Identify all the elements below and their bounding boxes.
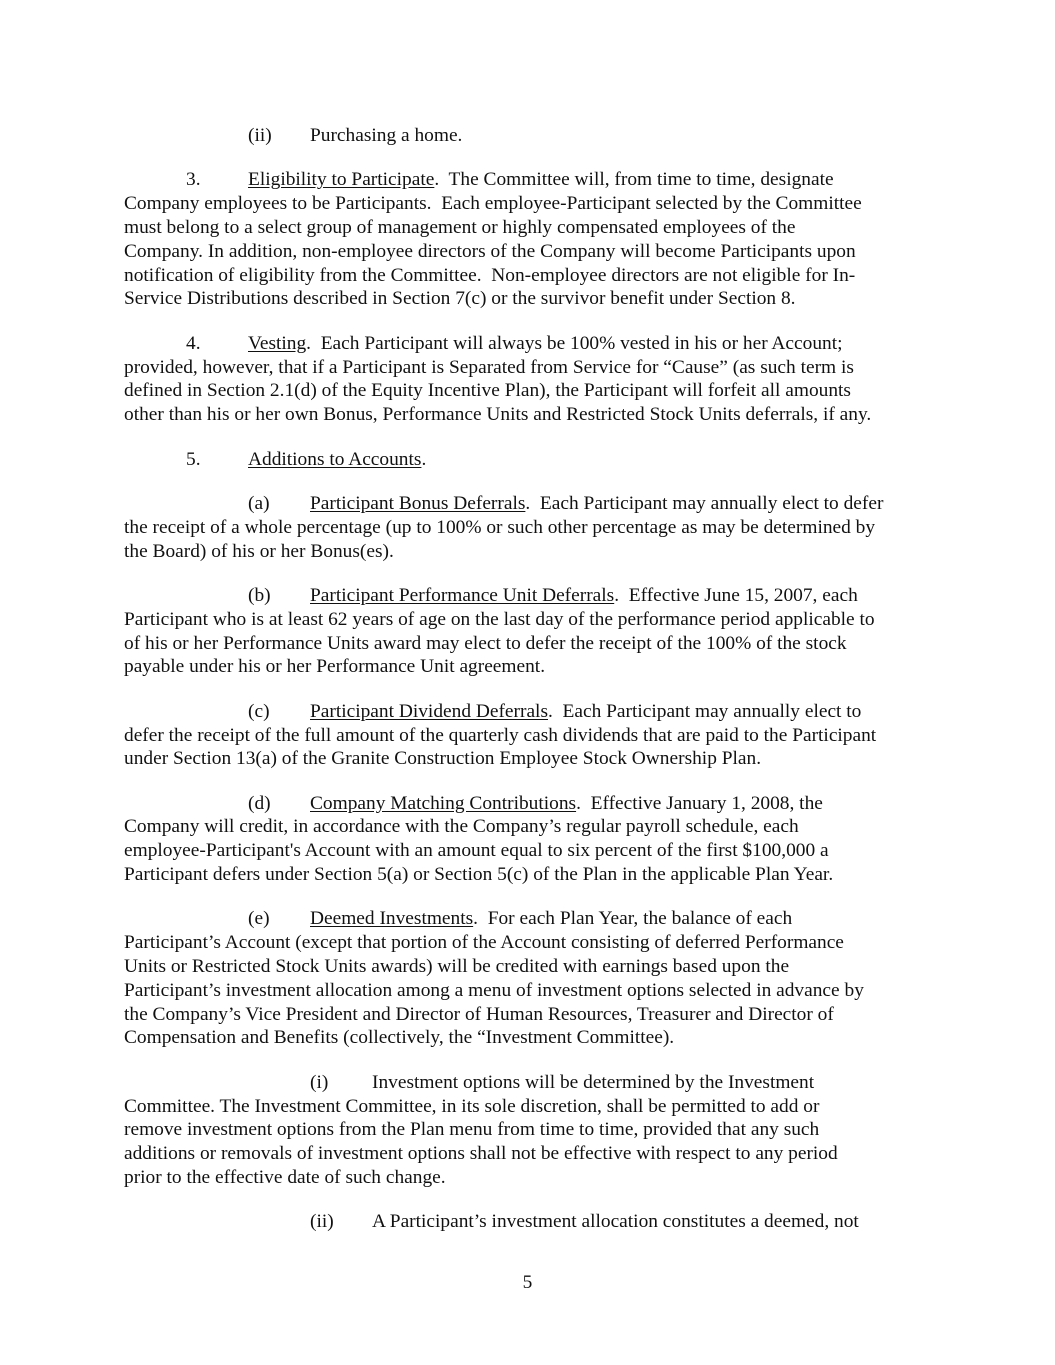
section-heading: Company Matching Contributions (310, 792, 577, 814)
section-heading: Participant Dividend Deferrals (310, 700, 548, 722)
paragraph (124, 792, 934, 887)
line-text: Units or Restricted Stock Units awards) will be credited with earnings based upon the (124, 956, 790, 978)
text-line (124, 379, 934, 403)
line-text: other than his or her own Bonus, Performance Units and Restricted Stock Units deferrals, if any. (124, 404, 872, 426)
text-line (124, 216, 934, 240)
line-text: . Each Participant may annually elect to (548, 700, 862, 722)
text-line (124, 516, 934, 540)
text-line (124, 1118, 934, 1142)
text-line (124, 448, 934, 472)
line-text: employee-Participant's Account with an amount equal to six percent of the first $100,000 a (124, 840, 829, 862)
text-line (124, 931, 934, 955)
line-text: Compensation and Benefits (collectively, the “Investment Committee). (124, 1027, 675, 1049)
text-line (124, 287, 934, 311)
section-number: (e) (248, 908, 270, 930)
section-number: (a) (248, 492, 270, 514)
text-line (124, 747, 934, 771)
text-line (124, 792, 934, 816)
text-line (124, 1166, 934, 1190)
line-text: A Participant’s investment allocation constitutes a deemed, not (372, 1211, 859, 1233)
document-body (124, 124, 934, 1255)
line-text: notification of eligibility from the Committee. Non-employee directors are not eligible for In- (124, 264, 856, 286)
line-text: . Each Participant may annually elect to defer (525, 492, 884, 514)
line-text: Participant’s Account (except that portion of the Account consisting of deferred Performance (124, 932, 844, 954)
paragraph (124, 448, 934, 472)
section-heading: Deemed Investments (310, 908, 474, 930)
line-text: . Effective January 1, 2008, the (576, 792, 823, 814)
section-number: (b) (248, 584, 271, 606)
section-heading: Eligibility to Participate (248, 169, 435, 191)
text-line (124, 1210, 934, 1234)
text-line (124, 608, 934, 632)
line-text: Participant who is at least 62 years of age on the last day of the performance period applicable to (124, 608, 875, 630)
text-line (124, 724, 934, 748)
paragraph (124, 907, 934, 1050)
line-text: under Section 13(a) of the Granite Construction Employee Stock Ownership Plan. (124, 748, 762, 770)
section-heading: Participant Performance Unit Deferrals (310, 584, 615, 606)
section-heading: Additions to Accounts (248, 448, 422, 470)
line-text: Company employees to be Participants. Each employee-Participant selected by the Committee (124, 193, 862, 215)
text-line (124, 264, 934, 288)
line-text: defined in Section 2.1(d) of the Equity Incentive Plan), the Participant will forfeit all amounts (124, 380, 851, 402)
text-line (124, 907, 934, 931)
line-text: . Effective June 15, 2007, each (614, 584, 858, 606)
section-number: (i) (310, 1071, 329, 1093)
text-line (124, 240, 934, 264)
text-line (124, 403, 934, 427)
paragraph (124, 1210, 934, 1234)
line-text: of his or her Performance Units award may elect to defer the receipt of the 100% of the stock (124, 632, 847, 654)
text-line (124, 356, 934, 380)
text-line (124, 1003, 934, 1027)
line-text: the Board) of his or her Bonus(es). (124, 540, 394, 562)
line-text: . For each Plan Year, the balance of each (473, 908, 793, 930)
line-text: Company. In addition, non-employee directors of the Company will become Participants upon (124, 240, 856, 262)
line-text: Participant defers under Section 5(a) or Section 5(c) of the Plan in the applicable Plan Year. (124, 864, 834, 886)
section-number: (ii) (248, 125, 272, 146)
line-text: Committee. The Investment Committee, in its sole discretion, shall be permitted to add or (124, 1095, 820, 1117)
text-line (124, 540, 934, 564)
text-line (124, 815, 934, 839)
paragraph (124, 168, 934, 311)
line-text: Participant’s investment allocation among a menu of investment options selected in advance by (124, 979, 864, 1001)
section-number: 5. (186, 448, 201, 470)
line-text: the Company’s Vice President and Director of Human Resources, Treasurer and Director of (124, 1003, 834, 1025)
line-text: payable under his or her Performance Unit agreement. (124, 656, 546, 678)
text-line (124, 863, 934, 887)
line-text: Company will credit, in accordance with the Company’s regular payroll schedule, each (124, 816, 799, 838)
text-line (124, 332, 934, 356)
text-line (124, 584, 934, 608)
section-number: 4. (186, 332, 201, 354)
text-line (124, 700, 934, 724)
section-heading: Participant Bonus Deferrals (310, 492, 526, 514)
line-text: remove investment options from the Plan menu from time to time, provided that any such (124, 1119, 820, 1141)
line-text: the receipt of a whole percentage (up to 100% or such other percentage as may be determined by (124, 516, 876, 538)
section-number: 3. (186, 169, 201, 191)
paragraph (124, 124, 934, 148)
text-line (124, 492, 934, 516)
line-text: Service Distributions described in Section 7(c) or the survivor benefit under Section 8. (124, 288, 796, 310)
section-heading: Vesting (248, 332, 307, 354)
paragraph (124, 584, 934, 679)
text-line (124, 1026, 934, 1050)
paragraph (124, 1071, 934, 1190)
section-number: (d) (248, 792, 271, 814)
text-line (124, 979, 934, 1003)
paragraph (124, 700, 934, 771)
text-line (124, 955, 934, 979)
text-line (124, 124, 934, 148)
page-number: 5 (522, 1272, 533, 1293)
line-text: provided, however, that if a Participant is Separated from Service for “Cause” (as such term is (124, 356, 854, 378)
line-text: must belong to a select group of management or highly compensated employees of the (124, 216, 796, 238)
text-line (124, 632, 934, 656)
section-number: (c) (248, 700, 270, 722)
line-text: . The Committee will, from time to time, designate (434, 169, 834, 191)
paragraph (124, 332, 934, 427)
line-text: Purchasing a home. (310, 125, 463, 146)
text-line (124, 655, 934, 679)
section-number: (ii) (310, 1211, 334, 1233)
line-text: . (421, 448, 427, 470)
text-line (124, 168, 934, 192)
text-line (124, 839, 934, 863)
text-line (124, 1071, 934, 1095)
line-text: prior to the effective date of such change. (124, 1167, 446, 1189)
text-line (124, 1095, 934, 1119)
text-line (124, 1142, 934, 1166)
line-text: additions or removals of investment options shall not be effective with respect to any period (124, 1143, 838, 1165)
text-line (124, 192, 934, 216)
line-text: Investment options will be determined by the Investment (372, 1071, 815, 1093)
line-text: . Each Participant will always be 100% vested in his or her Account; (306, 332, 843, 354)
paragraph (124, 492, 934, 563)
line-text: defer the receipt of the full amount of the quarterly cash dividends that are paid to the Participant (124, 724, 877, 746)
